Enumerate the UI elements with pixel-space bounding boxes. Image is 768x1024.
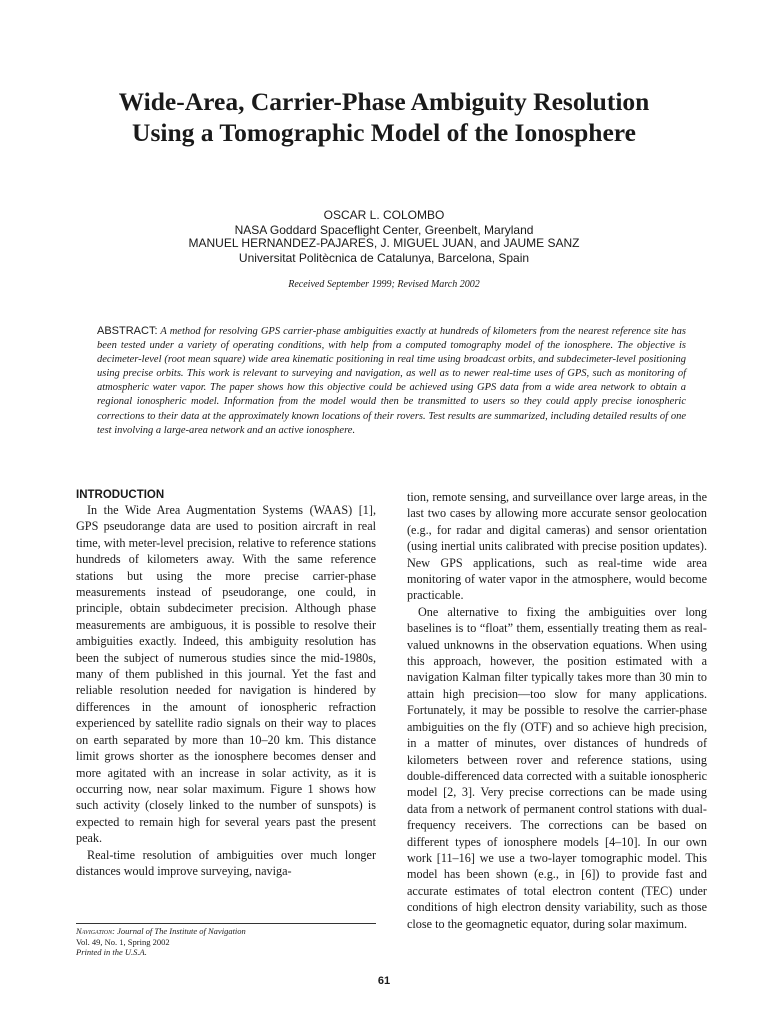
journal-name: Navigation — [76, 926, 113, 936]
title-line-1: Wide-Area, Carrier-Phase Ambiguity Resolution — [118, 87, 650, 116]
abstract — [97, 324, 686, 438]
abstract-text: A method for resolving GPS carrier-phase ambiguities exactly at hundreds of kilometers from the nearest reference site has been tested under a variety of operating conditions, with help from a computed tomography model of the ionosphere. The objective is decimeter-level (root mean square) wide area kinematic positioning in real time using broadcast orbits, and subdecimeter-level positioning using precise orbits. This work is relevant to surveying and navigation, as well as to newer real-time uses of GPS, such as monitoring of atmospheric water vapor. The paper shows how this objective could be achieved using GPS data from a wide area network to obtain a regional ionospheric model. Information from the model would then be transmitted to users so they could apply precise ionospheric corrections to their data at the approximately known locations of their rovers. Test results are summarized, including detailed results of one test involving a large-area network and an active ionosphere. — [97, 326, 687, 436]
abstract-label: ABSTRACT: — [97, 325, 158, 337]
left-column — [76, 488, 376, 879]
printed-location: Printed in the U.S.A. — [76, 947, 147, 957]
intro-paragraph-2-continued: tion, remote sensing, and surveillance over large areas, in the last two cases by allowing more accurate sensor geolocation (e.g., for radar and digital cameras) and sensor orientation (using inertial units calibrated with precise position updates). New GPS applications, such as real-time wide area monitoring of water vapor in the atmosphere, would become practicable. — [407, 490, 707, 603]
journal-footnote — [76, 926, 376, 958]
section-heading-introduction: INTRODUCTION — [76, 489, 165, 501]
journal-subtitle: : Journal of The Institute of Navigation — [112, 926, 246, 936]
author-2-affiliation: Universitat Politècnica de Catalunya, Barcelona, Spain — [238, 251, 530, 265]
author-2-names: MANUEL HERNANDEZ-PAJARES, J. MIGUEL JUAN, and JAUME SANZ — [188, 236, 580, 250]
received-dates: Received September 1999; Revised March 2002 — [288, 279, 480, 290]
intro-paragraph-3: One alternative to fixing the ambiguities over long baselines is to “float” them, essentially treating them as real-valued unknowns in the observation equations. When using this approach, however, the position estimated with a navigation Kalman filter typically takes more than 30 min to attain high precision—too slow for many applications. Fortunately, it may be possible to resolve the carrier-phase ambiguities on the fly (OTF) and so achieve high precision, in a matter of minutes, over distances of hundreds of kilometers between rover and reference stations, using double-differenced data corrected with a suitable ionospheric model [2, 3]. Very precise corrections can be made using data from a network of permanent control stations with dual-frequency receivers. The corrections can be based on different types of ionosphere models [4–10]. In our own work [11–16] we use a two-layer tomographic model. This model has been shown (e.g., in [6]) to provide fast and accurate estimates of total electron content (TEC) under conditions of high electron density variability, such as those close to the geomagnetic equator, during solar maximum. — [407, 604, 707, 931]
journal-volume: Vol. 49, No. 1, Spring 2002 — [76, 936, 170, 947]
footnote-rule — [76, 923, 376, 924]
author-1-affiliation: NASA Goddard Spaceflight Center, Greenbelt, Maryland — [234, 223, 534, 237]
right-column — [407, 489, 707, 932]
intro-paragraph-2: Real-time resolution of ambiguities over much longer distances would improve surveying, naviga- — [76, 847, 376, 878]
paper-title — [40, 86, 728, 148]
intro-paragraph-1: In the Wide Area Augmentation Systems (WAAS) [1], GPS pseudorange data are used to position aircraft in real time, with meter-level precision, relative to reference stations hundreds of kilometers away. With the same reference stations but using the more precise carrier-phase measurements instead of pseudorange, one could, in principle, obtain subdecimeter precision. Although phase measurements are ambiguous, it is possible to resolve their ambiguities exactly. Indeed, this ambiguity resolution has been the subject of numerous studies since the mid-1980s, many of them published in this journal. Yet the fast and reliable resolution needed for navigation is hindered by differences in the amount of ionospheric refraction experienced by satellite radio signals on their way to places on earth separated by more than 10–20 km. This distance limit grows shorter as the ionosphere becomes denser and more agitated with an increase in solar activity, as it is occurring now, near solar maximum. Figure 1 shows how such activity (closely linked to the number of sunspots) is expected to remain high for several years past the present peak. — [76, 503, 376, 846]
page-number: 61 — [377, 975, 391, 987]
title-line-2: Using a Tomographic Model of the Ionosphere — [132, 118, 636, 147]
author-1-name: OSCAR L. COLOMBO — [323, 208, 445, 222]
